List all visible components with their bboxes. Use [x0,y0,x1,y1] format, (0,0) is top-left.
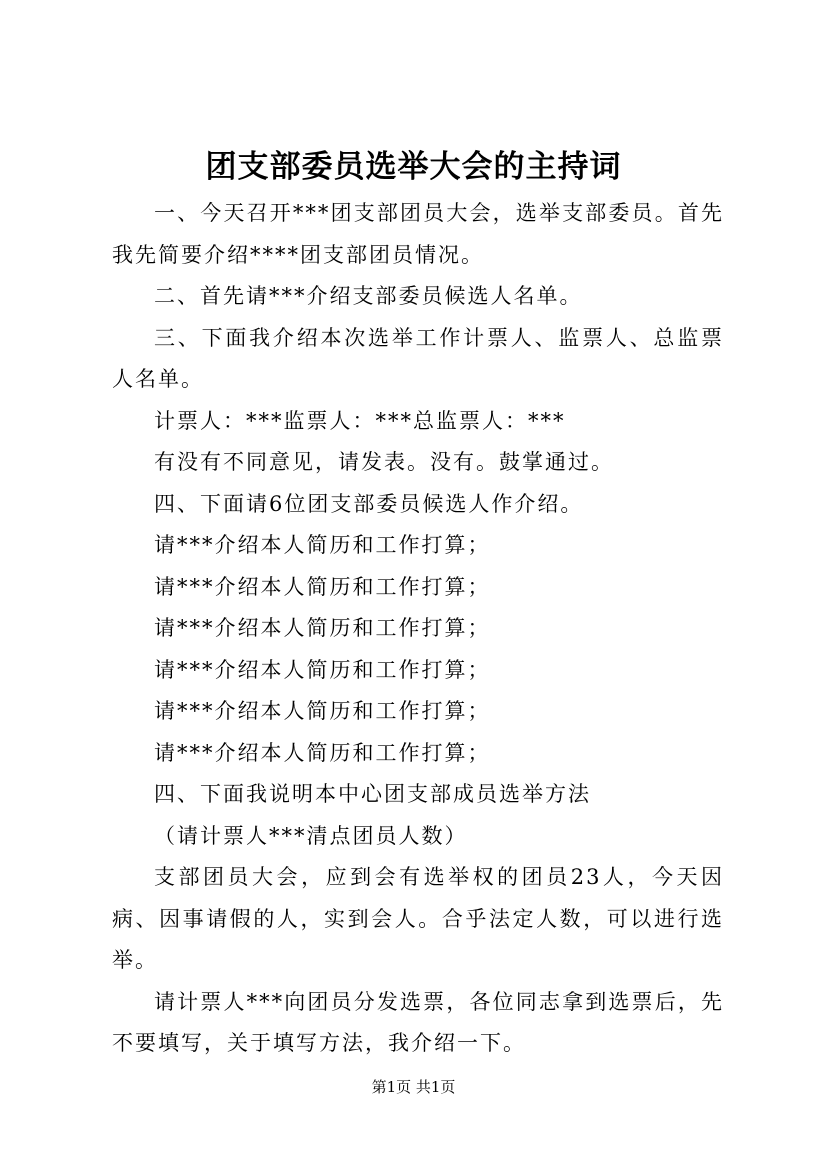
paragraph-14: （请计票人***清点团员人数） [154,823,468,848]
paragraph-16: 请计票人***向团员分发选票，各位同志拿到选票后，先不要填写，关于填写方法，我介绍一下。 [112,989,724,1055]
document-title: 团支部委员选举大会的主持词 [205,149,622,185]
paragraph-7: 请***介绍本人简历和工作打算； [154,533,491,557]
document-body [112,193,724,1065]
paragraph-8: 请***介绍本人简历和工作打算； [154,574,491,599]
paragraph-10: 请***介绍本人简历和工作打算； [154,657,491,682]
paragraph-11: 请***介绍本人简历和工作打算； [154,699,491,723]
paragraph-12: 请***介绍本人简历和工作打算； [154,740,491,765]
paragraph-2: 二、首先请***介绍支部委员候选人名单。 [154,284,583,308]
paragraph-15: 支部团员大会，应到会有选举权的团员23人，今天因病、因事请假的人，实到会人。合乎法定人数，可以进行选举。 [112,865,724,972]
paragraph-13: 四、下面我说明本中心团支部成员选举方法 [154,782,591,806]
paragraph-1: 一、今天召开***团支部团员大会，选举支部委员。首先我先简要介绍****团支部团员情况。 [112,201,724,267]
paragraph-9: 请***介绍本人简历和工作打算； [154,616,491,640]
paragraph-6: 四、下面请6位团支部委员候选人作介绍。 [154,491,584,516]
paragraph-5: 有没有不同意见，请发表。没有。鼓掌通过。 [154,450,614,474]
paragraph-3: 三、下面我介绍本次选举工作计票人、监票人、总监票人名单。 [112,325,724,391]
paragraph-4: 计票人：***监票人：***总监票人：*** [154,408,566,433]
page-footer: 第1页 共1页 [371,1078,456,1096]
